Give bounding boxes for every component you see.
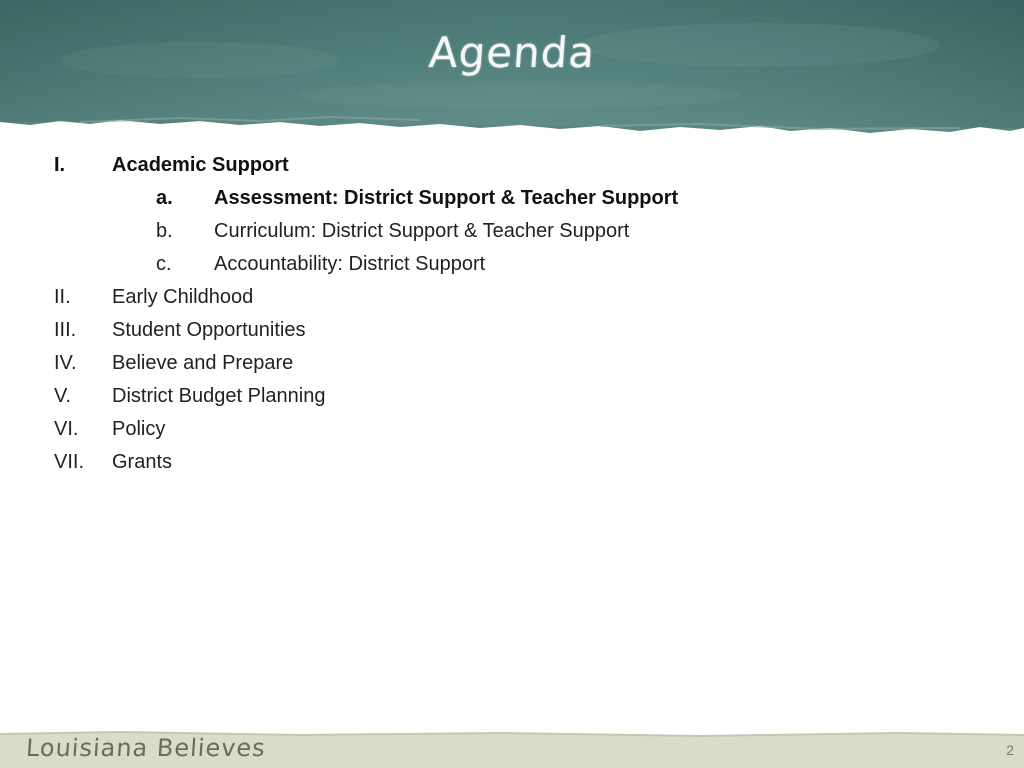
agenda-item-text: Policy xyxy=(112,418,166,440)
agenda-item xyxy=(0,414,1024,444)
agenda-item xyxy=(0,447,1024,477)
agenda-item xyxy=(0,216,1024,246)
slide-title: Agenda xyxy=(427,28,597,77)
agenda-item-text: Accountability: District Support xyxy=(214,253,486,275)
footer-band xyxy=(0,730,1024,768)
agenda-item xyxy=(0,249,1024,279)
agenda-item-text: Early Childhood xyxy=(112,286,254,308)
agenda-item-number: III. xyxy=(54,319,77,341)
agenda-item-text: Curriculum: District Support & Teacher Support xyxy=(214,220,630,242)
agenda-item-text: Assessment: District Support & Teacher Support xyxy=(214,187,679,209)
page-number: 2 xyxy=(1006,742,1014,758)
agenda-item xyxy=(0,315,1024,345)
agenda-item-number: II. xyxy=(54,286,71,308)
agenda-item-text: Academic Support xyxy=(112,154,289,176)
agenda-item xyxy=(0,150,1024,180)
agenda-item-number: I. xyxy=(54,154,66,176)
agenda-item-number: VI. xyxy=(54,418,79,440)
agenda-item-number: c. xyxy=(156,253,172,275)
agenda-item xyxy=(0,282,1024,312)
agenda-item-text: Student Opportunities xyxy=(112,319,306,341)
agenda-item xyxy=(0,183,1024,213)
footer-brand-logo: Louisiana Believes xyxy=(25,734,267,762)
agenda-item-number: VII. xyxy=(54,451,85,473)
agenda-item-number: a. xyxy=(156,187,173,209)
agenda-item-text: Grants xyxy=(112,451,173,473)
agenda-item-number: b. xyxy=(156,220,173,242)
chalkboard-header xyxy=(0,0,1024,140)
agenda-item-number: V. xyxy=(54,385,72,407)
agenda-item-text: District Budget Planning xyxy=(112,385,326,407)
agenda-item xyxy=(0,348,1024,378)
agenda-item xyxy=(0,381,1024,411)
agenda-item-text: Believe and Prepare xyxy=(112,352,294,374)
agenda-item-number: IV. xyxy=(54,352,77,374)
